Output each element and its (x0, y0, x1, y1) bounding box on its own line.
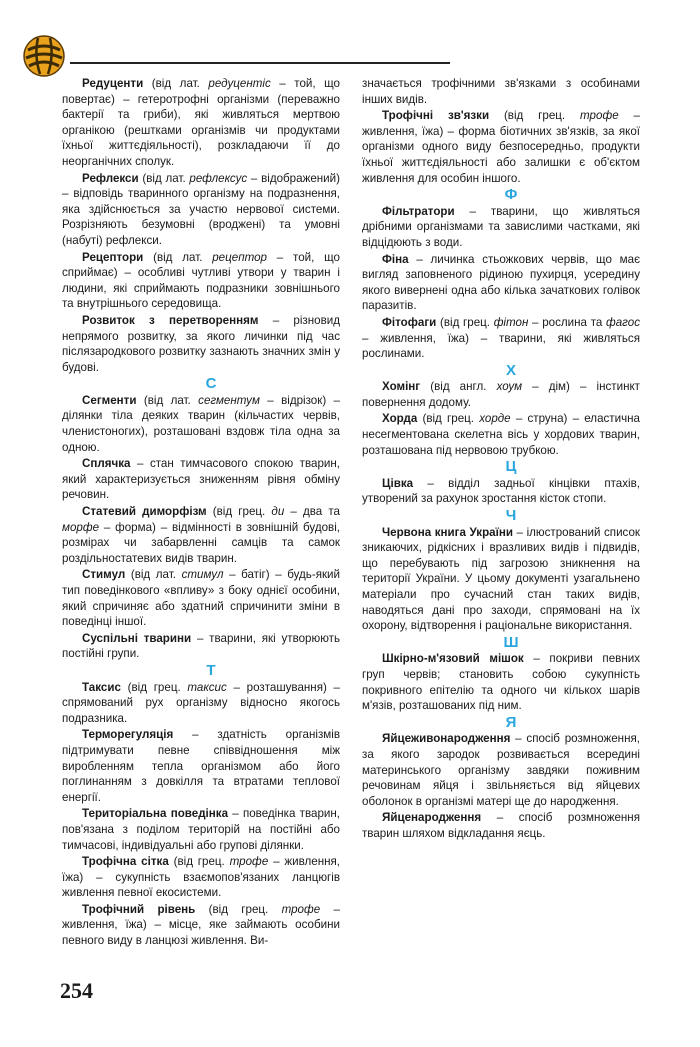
entry-text: – тварини, що живляться дрібними організмами та завислими частками, які відцідюють з води. (362, 204, 640, 249)
glossary-term: Хомінг (382, 380, 421, 394)
glossary-term: Суспільні тварини (82, 631, 192, 645)
entry-text: – відділ задньої кінцівки птахів, утворений за рахунок зростання кісток стопи. (362, 476, 640, 506)
entry-text: – живлення, їжа) – місце, яке займають особини певного виду в ланцюзі живлення. Ви- (62, 902, 340, 948)
entry-text: – форма) – відмінності в зовнішній будові, розмірах чи забарвленні самців та самок роздільностатевих видів тварин. (62, 520, 340, 565)
origin-word: ди (271, 505, 285, 519)
section-letter: Ц (505, 458, 517, 476)
entry-text: (від лат. (138, 171, 190, 185)
glossary-term: Розвиток з перетворенням (82, 313, 259, 327)
entry-text: – живлення, їжа) – форма біотичних зв'язків, за якої організми одного виду безпосередньо, продукти їхньої життєдіяльності або залишки є об'єктом живлення для особин іншого. (362, 109, 641, 185)
glossary-entry (62, 456, 340, 503)
glossary-entry (362, 731, 640, 809)
glossary-entry (62, 250, 340, 312)
entry-text: – два та (284, 505, 340, 519)
glossary-term: Яйценародження (382, 811, 482, 825)
glossary-entry (362, 411, 640, 458)
origin-word: сегментум (198, 393, 260, 407)
left-column (62, 76, 340, 949)
glossary-entry (62, 902, 340, 949)
glossary-entry (62, 567, 340, 629)
glossary-entry (62, 631, 340, 662)
glossary-entry (62, 171, 340, 249)
glossary-entry (362, 252, 640, 314)
glossary-term: Сегменти (82, 393, 137, 407)
entry-text: – спосіб розмноження тварин шляхом відкладання яєць. (362, 811, 640, 840)
glossary-term: Шкірно-м'язовий мішок (382, 652, 524, 666)
origin-word: таксис (187, 680, 227, 694)
entry-text: (від англ. (420, 380, 497, 394)
entry-text: – живлення, їжа) – тварини, які живляться рослинами. (362, 331, 640, 361)
glossary-entry (62, 806, 340, 853)
origin-word: редуцентіс (208, 77, 271, 90)
glossary-term: Стимул (82, 568, 126, 582)
glossary-entry (362, 379, 640, 410)
entry-text: – той, що повертає) – гетеротрофні організми (переважно бактерії та гриби), які живляться мертвою органікою (рештками організмів чи продуктами їхньої життєдіяльності), розкладаючи її до неорганічних сполук. (62, 77, 340, 168)
header-rule (70, 62, 450, 64)
glossary-entry (362, 315, 640, 362)
glossary-term: Рефлекси (82, 171, 139, 185)
origin-word: фагос (606, 315, 640, 329)
entry-text: (від лат. (125, 568, 182, 582)
origin-word: хоум (496, 380, 523, 394)
glossary-entry (362, 108, 640, 186)
entry-text: – дім) – інстинкт повернення додому. (362, 380, 640, 409)
entry-text: – відображений) – відповідь тваринного організму на подразнення, яка здійснюється за участю нервової системи. Розрізняють безумовні (вроджені) та умовні (набуті) рефлекси. (62, 171, 340, 247)
entry-text: – живлення, їжа) – сукупність взаємопов'язаних ланцюгів живлення певної екосистеми. (62, 855, 341, 900)
entry-text: (від грец. (120, 680, 188, 694)
origin-word: рецептор (212, 250, 268, 264)
glossary-term: Рецептори (82, 250, 144, 264)
glossary-term: Територіальна поведінка (82, 807, 229, 821)
section-letter: С (205, 375, 217, 393)
section-letter: Ш (503, 633, 519, 651)
glossary-term: Яйцеживонародження (382, 732, 511, 746)
origin-word: трофе (580, 109, 619, 123)
origin-word: трофе (229, 855, 269, 869)
entry-text: – здатність організмів підтримувати певне співвідношення між виробленням тепла організмом або його поглинанням з довкілля та втратами теплової енергії. (62, 728, 340, 804)
entry-text: значається трофічними зв'язками з особинами інших видів. (362, 77, 640, 106)
glossary-term: Трофічний рівень (82, 902, 196, 916)
glossary-term: Редуценти (82, 77, 144, 90)
glossary-term: Таксис (82, 680, 121, 694)
glossary-term: Статевий диморфізм (82, 505, 207, 519)
glossary-entry (62, 313, 340, 375)
entry-text: – струна) – еластична несегментована скелетна вісь у хордових тварин, розташована під нервовою трубкою. (362, 412, 640, 457)
glossary-entry (362, 76, 640, 107)
origin-word: трофе (281, 902, 321, 916)
glossary-entry (362, 204, 640, 251)
glossary-term: Терморегуляція (82, 728, 174, 742)
glossary-term: Сплячка (82, 457, 131, 471)
section-letter: Я (505, 713, 517, 731)
glossary-term: Трофічні зв'язки (382, 109, 490, 123)
entry-text: – ілюстрований список зникаючих, рідкісних і вразливих видів і підвидів, що перебувають під загрозою зникнення на території України. У цьому документі узагальнено матеріали про сучасний стан таких видів, наводяться дані про заходи, спрямовані на їх охорону, відтворення і раціональне використання. (362, 525, 641, 633)
page-number: 254 (60, 978, 93, 1003)
glossary-entry (362, 651, 640, 713)
entry-text: – поведінка тварин, пов'язана з поділом територій на постійні або тимчасові, індивідуальні або групові ділянки. (62, 807, 340, 852)
entry-text: (від лат. (143, 250, 213, 264)
origin-word: хорде (479, 412, 511, 426)
entry-text: – рослина та (528, 315, 607, 329)
glossary-term: Фітофаги (382, 315, 437, 329)
section-letter: Ф (504, 186, 518, 204)
glossary-term: Фіна (382, 252, 409, 266)
entry-text: – личинка стьожкових червів, що має вигляд заповненого рідиною пухирця, усередину якого вивернені одна або кілька зачаткових голівок паразитів. (362, 252, 640, 313)
entry-text: (від грец. (489, 109, 581, 123)
glossary-term: Червона книга України (382, 525, 514, 539)
entry-text: (від лат. (136, 393, 199, 407)
glossary-entry (62, 76, 340, 170)
entry-text: – спосіб розмноження, за якого зародок розвивається всередині материнського організму завдяки поживним речовинам яйця і звільняється від яйцевих оболонок в організмі матері ще до народження. (362, 732, 640, 808)
entry-text: (від грец. (417, 412, 480, 426)
section-letter: Ч (505, 507, 517, 525)
glossary-entry (62, 680, 340, 727)
entry-text: – розташування) – спрямований рух організму відносно якогось подразника. (62, 680, 340, 725)
entry-text: – різновид непрямого розвитку, за якого личинки під час післязародкового розвитку зазнають значних змін у будові. (62, 313, 340, 374)
entry-text: (від грец. (206, 505, 272, 519)
glossary-term: Трофічна сітка (82, 855, 169, 869)
section-letter: Т (206, 661, 216, 679)
book-logo-icon (22, 34, 66, 78)
entry-text: – тварини, які утворюють постійні групи. (62, 631, 340, 661)
origin-word: морфе (62, 520, 100, 534)
glossary-term: Хорда (382, 412, 418, 426)
glossary-term: Фільтратори (382, 204, 455, 218)
glossary-entry (362, 525, 640, 634)
origin-word: рефлексус (189, 171, 248, 185)
glossary-entry (362, 810, 640, 841)
section-letter: Х (505, 361, 516, 379)
entry-text: – відрізок) – ділянки тіла деяких тварин (кільчастих червів, членистоногих), розташовані вздовж тіла одна за одною. (62, 393, 341, 454)
entry-text: – той, що сприймає) – особливі чутливі утвори у тварин і людини, які сприймають подразники зовнішнього та внутрішнього середовища. (62, 250, 341, 311)
glossary-entry (362, 476, 640, 507)
entry-text: – батіг) – будь-який тип поведінкового «впливу» з боку однієї особини, який спричиняє або здатний спричинити зміни в поведінці іншої. (62, 568, 340, 629)
glossary-entry (62, 727, 340, 805)
entry-text: – покриви певних груп червів; становить собою сукупність покривного епітелію та одного чи кількох шарів м'язів, розташованих під ним. (362, 652, 640, 713)
entry-text: – стан тимчасового спокою тварин, який характеризується зниженням рівня обміну речовин. (62, 457, 340, 502)
right-column (362, 76, 640, 842)
origin-word: фітон (493, 315, 529, 329)
origin-word: стимул (181, 568, 224, 582)
entry-text: (від лат. (143, 77, 209, 90)
entry-text: (від грец. (168, 855, 230, 869)
glossary-term: Цівка (382, 476, 414, 490)
entry-text: (від грец. (436, 315, 494, 329)
glossary-entry (62, 504, 340, 566)
entry-text: (від грец. (195, 902, 282, 916)
glossary-entry (62, 854, 340, 901)
glossary-entry (62, 393, 340, 455)
